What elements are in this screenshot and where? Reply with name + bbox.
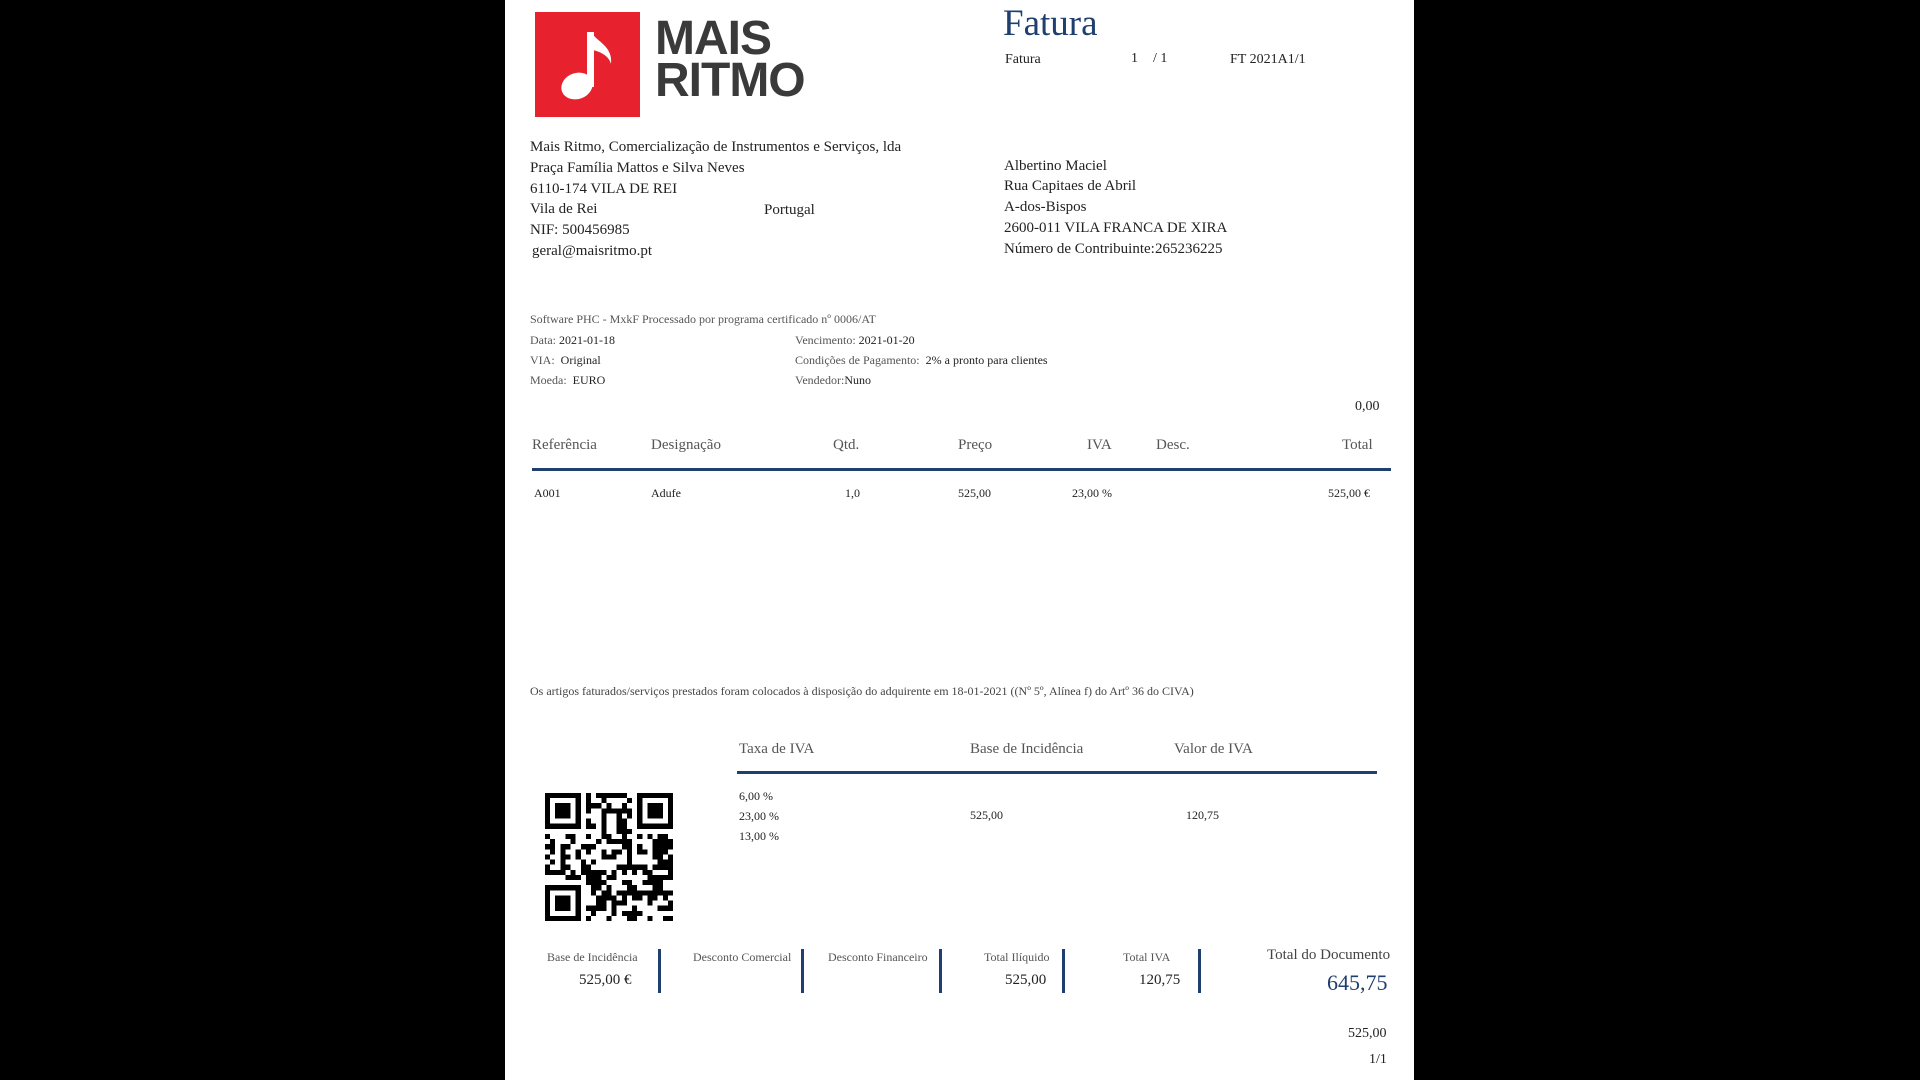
footer-amount: 525,00 [1348, 1026, 1387, 1041]
music-note-icon [535, 12, 640, 117]
vat-total-value: 120,75 [1139, 972, 1181, 988]
commercial-discount-label: Desconto Comercial [693, 950, 792, 964]
customer-street: Rua Capitaes de Abril [1004, 178, 1137, 194]
customer-taxid-label: Número de Contribuinte: [1004, 241, 1155, 257]
company-country: Portugal [764, 202, 815, 218]
document-total-value: 645,75 [1327, 970, 1388, 995]
row-total: 525,00 € [1328, 486, 1370, 500]
totals-divider [939, 949, 942, 993]
vat-total-label: Total IVA [1123, 950, 1171, 964]
row-qty: 1,0 [845, 486, 860, 500]
items-header-rule [532, 468, 1391, 471]
vat-rate-row: 13,00 % [739, 829, 779, 843]
due-value: 2021-01-20 [858, 333, 915, 347]
qr-code-icon [545, 793, 673, 921]
header-qty: Qtd. [833, 437, 860, 453]
payment-value: 2% a pronto para clientes [925, 353, 1048, 367]
invoice-page [505, 0, 1414, 1080]
vat-base-value: 525,00 [970, 808, 1003, 822]
financial-discount-label: Desconto Financeiro [828, 950, 928, 964]
customer-postal: 2600-011 VILA FRANCA DE XIRA [1004, 220, 1228, 236]
page-total: / 1 [1153, 51, 1168, 66]
customer-locality: A-dos-Bispos [1004, 199, 1087, 215]
company-name: Mais Ritmo, Comercialização de Instrumentos e Serviços, lda [530, 139, 902, 155]
logo-wordmark [655, 12, 805, 107]
logo-word-ritmo: RITMO [655, 54, 805, 107]
customer-taxid: 265236225 [1155, 241, 1223, 257]
vat-header-rule [737, 771, 1377, 774]
logo-word-mais: MAIS [655, 12, 771, 65]
totals-divider [1062, 949, 1065, 993]
document-title: Fatura [1003, 3, 1098, 44]
page-current: 1 [1131, 51, 1138, 66]
net-total-value: 525,00 [1005, 972, 1047, 988]
vat-header-rate: Taxa de IVA [739, 741, 815, 757]
total-base-value: 525,00 € [579, 972, 632, 988]
company-city: Vila de Rei [530, 201, 598, 217]
header-disc: Desc. [1156, 437, 1190, 453]
company-postal: 6110-174 VILA DE REI [530, 181, 678, 197]
company-street: Praça Família Mattos e Silva Neves [530, 160, 745, 176]
total-base-label: Base de Incidência [547, 950, 638, 964]
header-price: Preço [958, 437, 993, 453]
document-type: Fatura [1005, 52, 1041, 67]
vat-header-value: Valor de IVA [1174, 741, 1253, 757]
currency-value: EURO [572, 373, 606, 387]
due-label: Vencimento: [795, 333, 856, 347]
header-vat: IVA [1087, 437, 1112, 453]
seller-label: Vendedor: [795, 373, 845, 387]
payment-label: Condições de Pagamento: [795, 353, 920, 367]
availability-notice: Os artigos faturados/serviços prestados foram colocados à disposição do adquirente em 18-01-2021 ((Nº 5º, Alínea f) do Artº 36 do CIVA) [530, 684, 1194, 698]
row-vat: 23,00 % [1072, 486, 1112, 500]
currency-label: Moeda: [530, 373, 567, 387]
document-number: FT 2021A1/1 [1230, 52, 1306, 67]
vat-rate-row: 6,00 % [739, 789, 773, 803]
totals-divider [1198, 949, 1201, 993]
totals-divider [801, 949, 804, 993]
header-ref: Referência [532, 437, 597, 453]
vat-rate-row: 23,00 % [739, 809, 779, 823]
company-nif: NIF: 500456985 [530, 222, 630, 238]
footer-page: 1/1 [1369, 1052, 1387, 1067]
logo-mark [535, 12, 640, 117]
date-value: 2021-01-18 [559, 333, 615, 347]
date-label: Data: [530, 333, 556, 347]
via-label: VIA: [530, 353, 555, 367]
software-certification: Software PHC - MxkF Processado por programa certificado nº 0006/AT [530, 312, 876, 326]
header-desc: Designação [651, 437, 721, 453]
customer-name: Albertino Maciel [1004, 158, 1107, 174]
company-email: geral@maisritmo.pt [532, 243, 653, 259]
row-desc: Adufe [651, 486, 681, 500]
vat-amount-value: 120,75 [1186, 808, 1219, 822]
header-total: Total [1342, 437, 1373, 453]
via-value: Original [560, 353, 601, 367]
row-ref: A001 [534, 486, 561, 500]
row-price: 525,00 [958, 486, 991, 500]
vat-header-base: Base de Incidência [970, 741, 1084, 757]
top-amount: 0,00 [1355, 399, 1380, 414]
net-total-label: Total Ilíquido [984, 950, 1050, 964]
totals-divider [658, 949, 661, 993]
seller-value: Nuno [844, 373, 871, 387]
document-total-label: Total do Documento [1267, 947, 1391, 963]
